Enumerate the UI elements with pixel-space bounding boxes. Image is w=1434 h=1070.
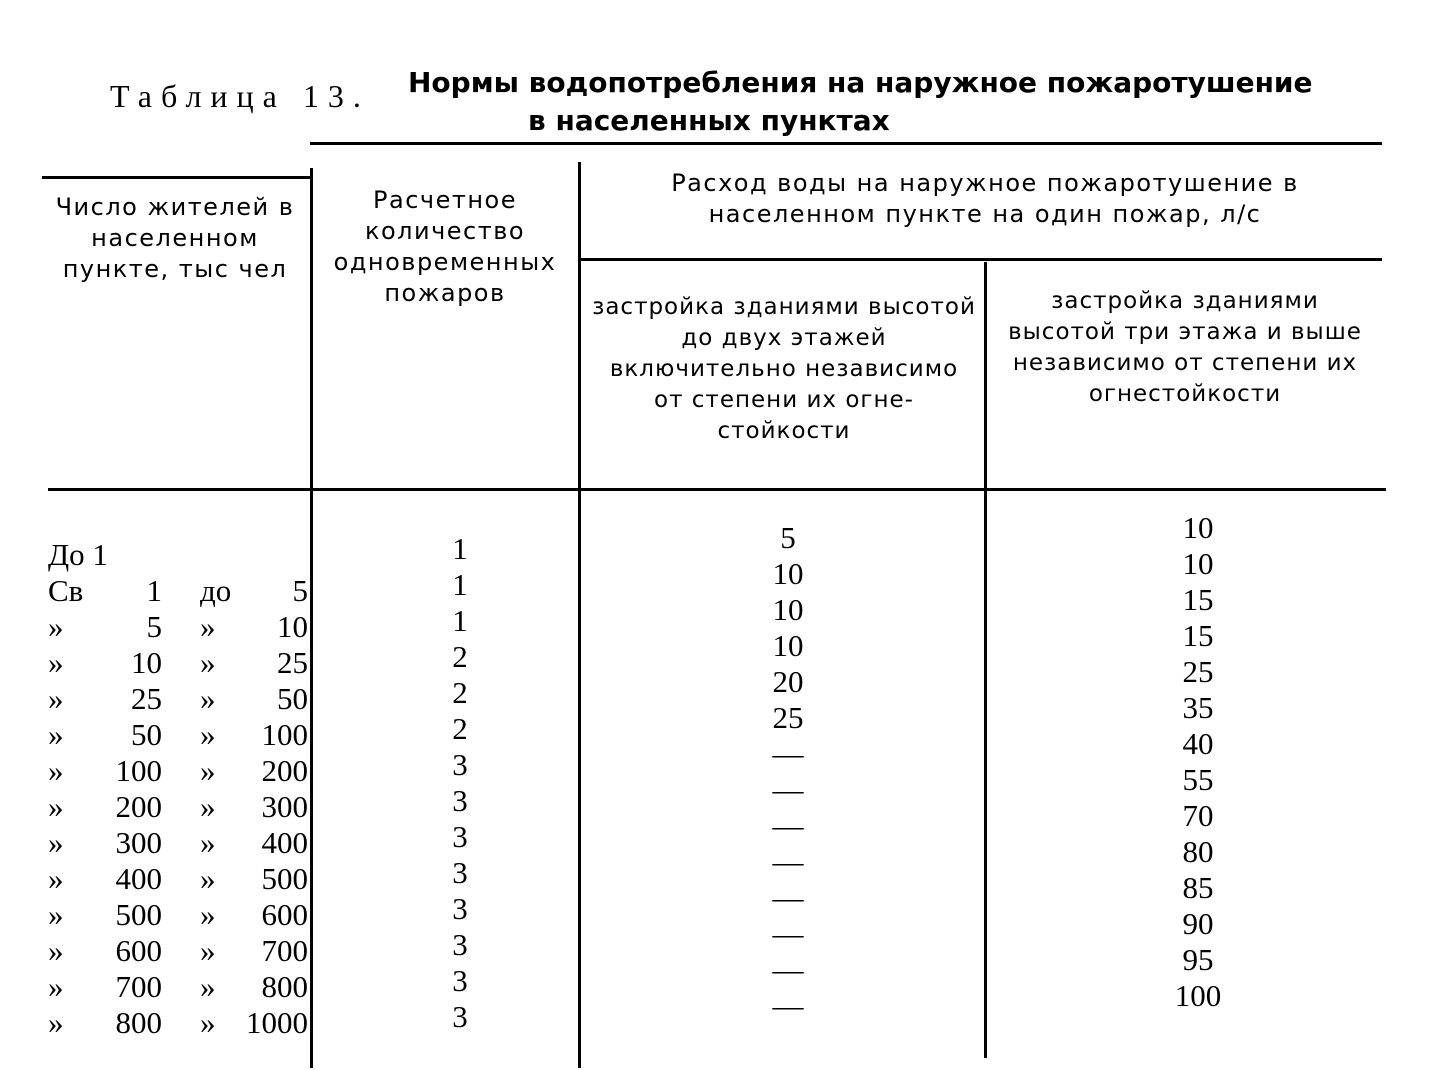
population-pre: » <box>48 717 64 752</box>
low-rise-flow-cell: 10 <box>772 592 804 627</box>
population-to: 1000 <box>246 1005 308 1040</box>
low-rise-flow-cell: — <box>772 844 804 879</box>
fires-cell: 3 <box>452 963 468 998</box>
population-cell <box>48 933 308 969</box>
high-rise-flow-cell: 35 <box>1182 690 1214 725</box>
high-rise-flow-cell: 15 <box>1182 618 1214 653</box>
population-mid: » <box>200 717 216 752</box>
low-rise-flow-cell: — <box>772 880 804 915</box>
population-pre: » <box>48 1005 64 1040</box>
fires-cell: 3 <box>452 927 468 962</box>
population-cell <box>48 969 308 1005</box>
population-cell <box>48 717 308 753</box>
table-number: Таблица 13. <box>110 78 370 114</box>
population-to: 100 <box>261 717 308 752</box>
header-low-rise: застройка зданиями высотой до двух этажей включительно независимо от степени их огне-стойкости <box>592 294 976 444</box>
population-from: 1 <box>146 573 162 608</box>
population-to: 400 <box>261 825 308 860</box>
population-to: 300 <box>261 789 308 824</box>
population-cell <box>48 645 308 681</box>
population-to: 50 <box>277 681 308 716</box>
header-high-rise: застройка зданиями высотой три этажа и выше независимо от степени их огнестойкости <box>1008 288 1362 407</box>
low-rise-flow-cell: — <box>772 736 804 771</box>
population-cell <box>48 861 308 897</box>
population-cell <box>48 681 308 717</box>
column-divider-1 <box>310 168 313 1068</box>
low-rise-flow-cell: 5 <box>780 520 796 555</box>
low-rise-flow-cell: — <box>772 916 804 951</box>
population-to: 700 <box>261 933 308 968</box>
fires-cell: 3 <box>452 855 468 890</box>
high-rise-flow-cell: 10 <box>1182 546 1214 581</box>
population-to: 25 <box>277 645 308 680</box>
population-pre: » <box>48 645 64 680</box>
high-rise-flow-cell: 100 <box>1174 978 1222 1013</box>
low-rise-flow-cell: 20 <box>772 664 804 699</box>
table-title-line-2: в населенных пунктах <box>528 104 890 137</box>
low-rise-column <box>748 520 828 1024</box>
population-from: 300 <box>115 825 162 860</box>
fires-cell: 3 <box>452 783 468 818</box>
population-mid: » <box>200 753 216 788</box>
fires-cell: 2 <box>452 675 468 710</box>
column-divider-3 <box>984 262 987 1058</box>
population-from: 700 <box>115 969 162 1004</box>
header-water-flow: Расход воды на наружное пожаротушение в населенном пункте на один пожар, л/с <box>671 169 1299 228</box>
population-from: 5 <box>146 609 162 644</box>
high-rise-flow-cell: 55 <box>1182 762 1214 797</box>
fires-column <box>420 531 500 1035</box>
population-from: 25 <box>131 681 162 716</box>
population-to: 200 <box>261 753 308 788</box>
high-rise-flow-cell: 95 <box>1182 942 1214 977</box>
population-pre: » <box>48 789 64 824</box>
high-rise-flow-cell: 90 <box>1182 906 1214 941</box>
high-rise-flow-cell: 70 <box>1182 798 1214 833</box>
population-to: 500 <box>261 861 308 896</box>
high-rise-column <box>1158 510 1238 1014</box>
fires-cell: 2 <box>452 639 468 674</box>
low-rise-flow-cell: 25 <box>772 700 804 735</box>
population-pre: » <box>48 861 64 896</box>
population-cell <box>48 897 308 933</box>
fires-cell: 1 <box>452 603 468 638</box>
low-rise-flow-cell: — <box>772 772 804 807</box>
population-column <box>48 537 308 1041</box>
header-bottom-rule <box>48 488 1386 491</box>
population-cell <box>48 537 308 573</box>
population-from: 500 <box>115 897 162 932</box>
high-rise-flow-cell: 80 <box>1182 834 1214 869</box>
low-rise-flow-cell: — <box>772 808 804 843</box>
population-to: 5 <box>292 573 308 608</box>
population-from: 100 <box>115 753 162 788</box>
population-pre: » <box>48 609 64 644</box>
population-mid: » <box>200 609 216 644</box>
population-pre: » <box>48 825 64 860</box>
low-rise-flow-cell: 10 <box>772 556 804 591</box>
high-rise-flow-cell: 40 <box>1182 726 1214 761</box>
population-from: 10 <box>131 645 162 680</box>
fires-cell: 1 <box>452 531 468 566</box>
low-rise-flow-cell: — <box>772 988 804 1023</box>
population-mid: » <box>200 897 216 932</box>
population-pre: До 1 <box>48 537 108 572</box>
fires-cell: 2 <box>452 711 468 746</box>
table-top-rule-left <box>42 176 310 179</box>
population-to: 600 <box>261 897 308 932</box>
population-mid: » <box>200 789 216 824</box>
table-top-rule <box>310 142 1382 145</box>
population-from: 50 <box>131 717 162 752</box>
population-mid: » <box>200 645 216 680</box>
low-rise-flow-cell: — <box>772 952 804 987</box>
population-pre: » <box>48 969 64 1004</box>
population-cell <box>48 1005 308 1041</box>
subheader-rule <box>580 258 1382 261</box>
fires-cell: 3 <box>452 999 468 1034</box>
population-from: 400 <box>115 861 162 896</box>
population-mid: » <box>200 681 216 716</box>
high-rise-flow-cell: 85 <box>1182 870 1214 905</box>
fires-cell: 1 <box>452 567 468 602</box>
population-pre: » <box>48 753 64 788</box>
population-pre: » <box>48 681 64 716</box>
population-pre: Св <box>48 573 84 608</box>
fires-cell: 3 <box>452 747 468 782</box>
population-from: 200 <box>115 789 162 824</box>
population-cell <box>48 573 308 609</box>
column-divider-2 <box>578 162 581 1068</box>
population-cell <box>48 789 308 825</box>
fires-cell: 3 <box>452 891 468 926</box>
population-mid: » <box>200 825 216 860</box>
low-rise-flow-cell: 10 <box>772 628 804 663</box>
high-rise-flow-cell: 10 <box>1182 510 1214 545</box>
population-to: 800 <box>261 969 308 1004</box>
fires-cell: 3 <box>452 819 468 854</box>
population-cell <box>48 609 308 645</box>
population-pre: » <box>48 933 64 968</box>
population-from: 600 <box>115 933 162 968</box>
population-mid: » <box>200 1005 216 1040</box>
population-mid: » <box>200 861 216 896</box>
population-mid: » <box>200 933 216 968</box>
header-fires: Расчетное количество одновременных пожаров <box>333 186 557 307</box>
population-pre: » <box>48 897 64 932</box>
population-from: 800 <box>115 1005 162 1040</box>
high-rise-flow-cell: 15 <box>1182 582 1214 617</box>
population-to: 10 <box>277 609 308 644</box>
population-cell <box>48 753 308 789</box>
population-cell <box>48 825 308 861</box>
population-mid: » <box>200 969 216 1004</box>
population-mid: до <box>200 573 232 608</box>
high-rise-flow-cell: 25 <box>1182 654 1214 689</box>
header-population: Число жителей в населенном пункте, тыс чел <box>55 193 295 283</box>
table-title-line-1: Нормы водопотребления на наружное пожаротушение <box>408 66 1313 99</box>
